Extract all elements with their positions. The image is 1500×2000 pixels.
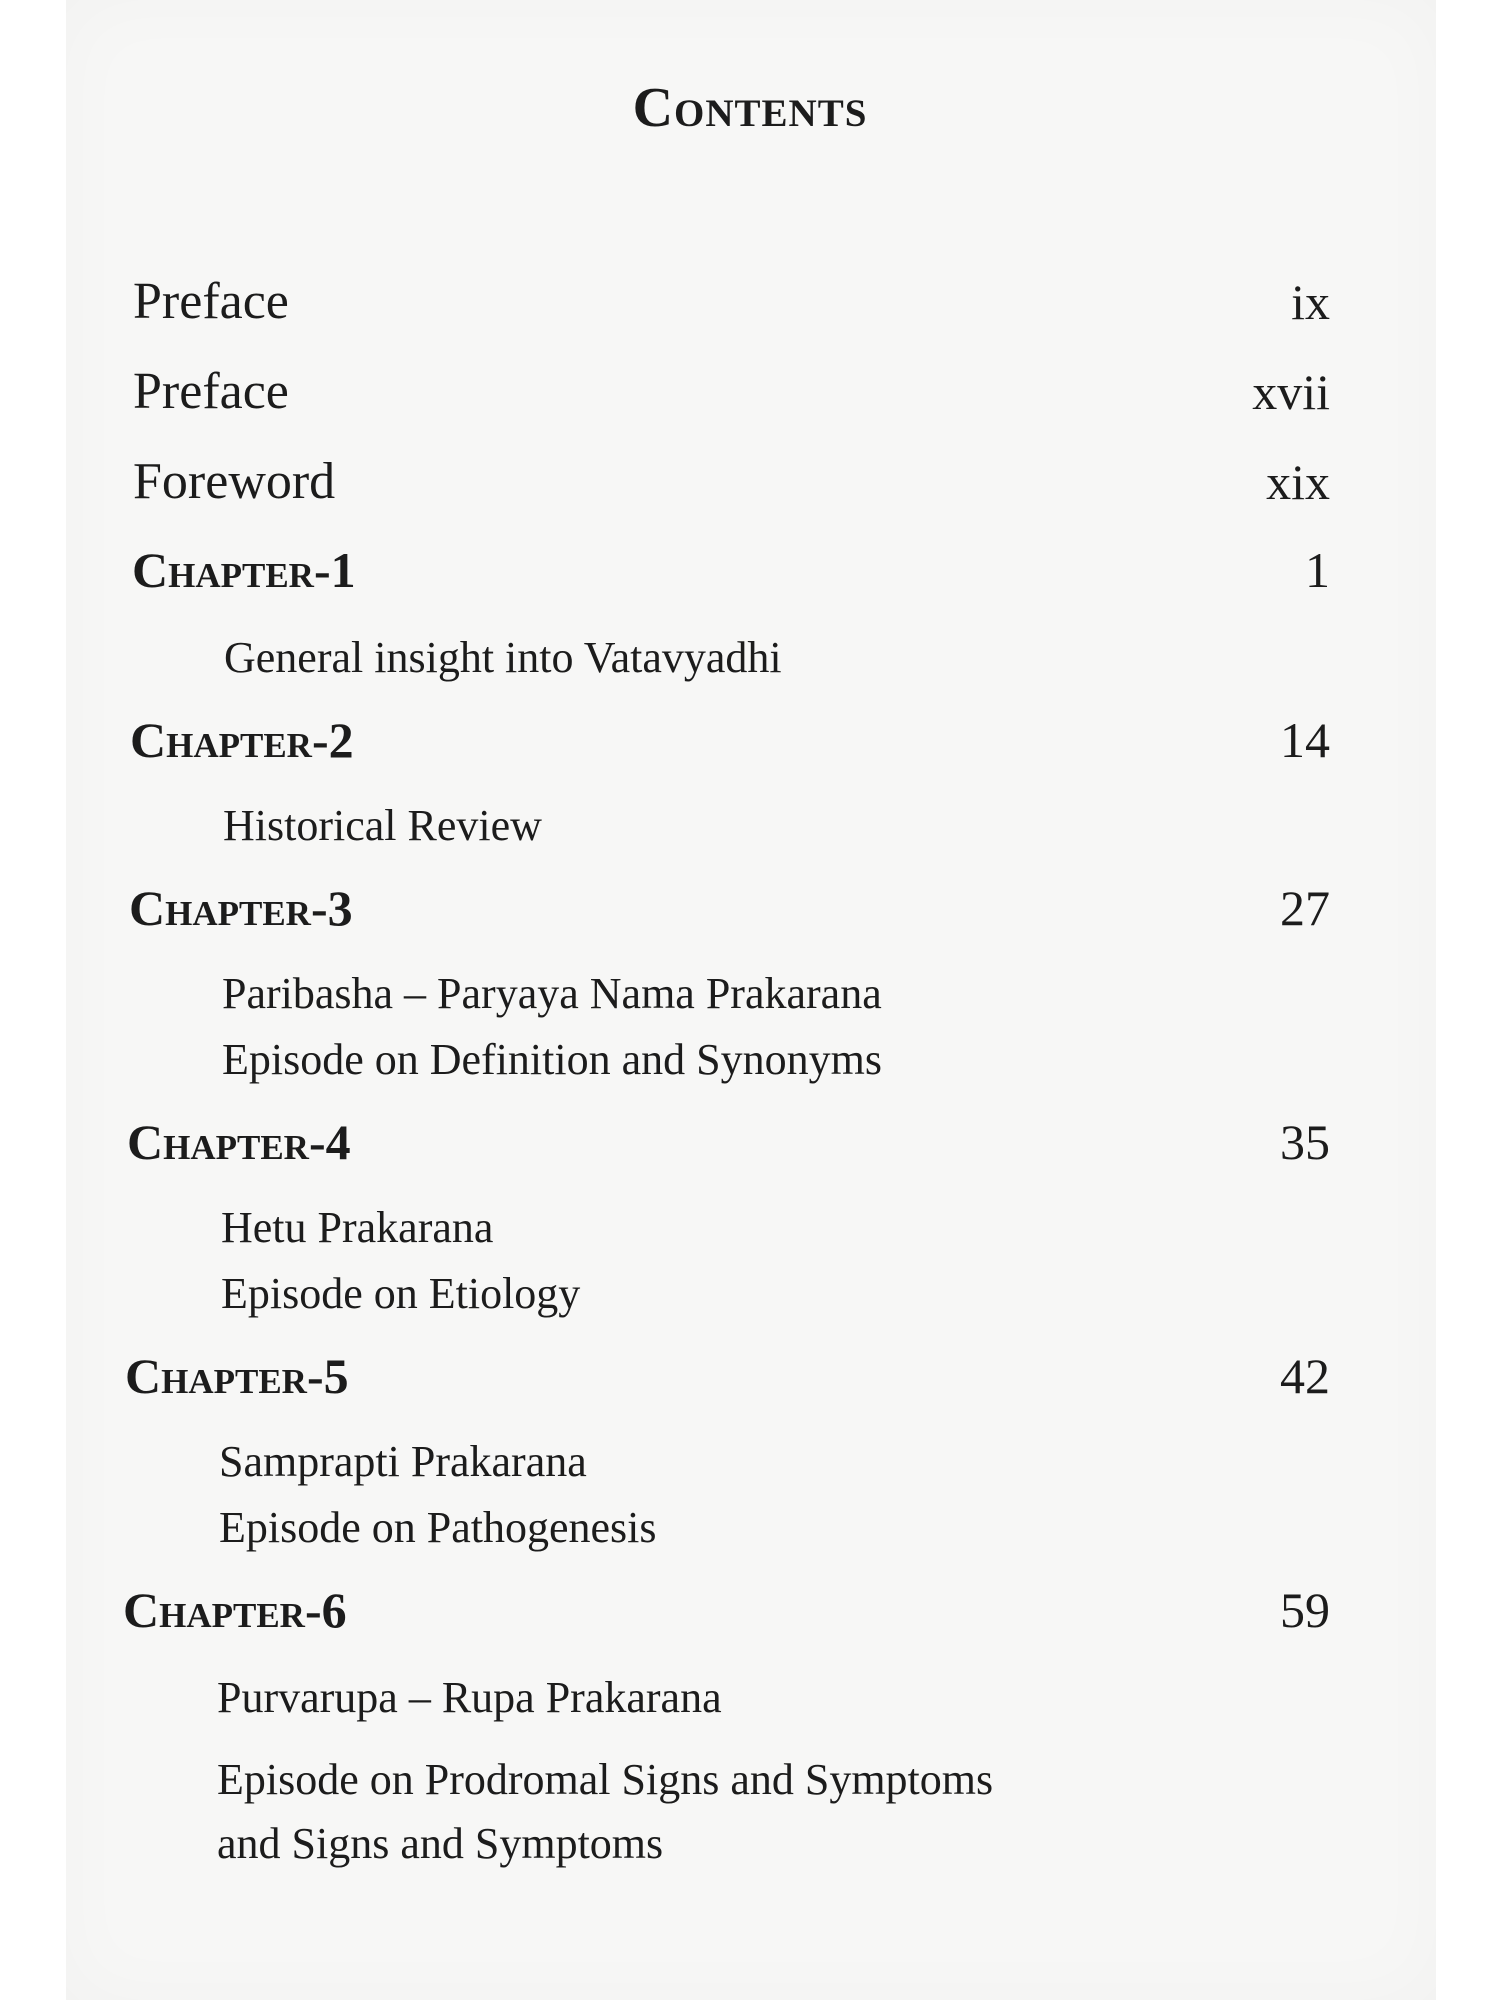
toc-entry-preface-1 [0,272,1500,342]
toc-page-number: 1 [1305,542,1330,598]
chapter-5-subtitle-english: Episode on Pathogenesis [219,1503,657,1552]
page-title: Contents [632,77,868,139]
toc-entry-label: Preface [133,363,289,420]
chapter-6-subtitle-english-cont: and Signs and Symptoms [217,1819,664,1868]
toc-page-number: 59 [1280,1582,1330,1638]
toc-entry-label: Foreword [133,453,336,510]
chapter-label: Chapter-6 [123,1582,347,1638]
toc-chapter-1 [0,540,1500,610]
toc-chapter-6 [0,1580,1500,1650]
toc-entry-foreword [0,452,1500,522]
toc-entry-preface-2 [0,362,1500,432]
chapter-label: Chapter-4 [127,1114,351,1170]
chapter-6-subtitle-english: Episode on Prodromal Signs and Symptoms [217,1755,994,1804]
toc-chapter-5 [0,1346,1500,1416]
toc-page-number: 27 [1280,880,1330,936]
toc-chapter-4 [0,1112,1500,1182]
chapter-5-subtitle: Samprapti Prakarana [219,1437,587,1486]
toc-entry-label: Preface [133,273,289,330]
chapter-2-subtitle: Historical Review [223,801,542,850]
chapter-6-subtitle: Purvarupa – Rupa Prakarana [217,1673,722,1722]
toc-page-number: 14 [1280,712,1330,768]
chapter-label: Chapter-3 [129,880,353,936]
chapter-4-subtitle: Hetu Prakarana [221,1203,494,1252]
toc-chapter-3 [0,878,1500,948]
toc-page-number: xvii [1252,364,1330,420]
toc-chapter-2 [0,710,1500,780]
chapter-label: Chapter-2 [130,712,354,768]
chapter-3-subtitle: Paribasha – Paryaya Nama Prakarana [222,969,882,1018]
chapter-label: Chapter-1 [132,542,356,598]
toc-page-number: xix [1266,454,1330,510]
chapter-4-subtitle-english: Episode on Etiology [221,1269,581,1318]
chapter-1-subtitle: General insight into Vatavyadhi [224,633,782,682]
toc-page-number: 42 [1280,1348,1330,1404]
toc-page-number: ix [1291,274,1330,330]
toc-page-number: 35 [1280,1114,1330,1170]
chapter-label: Chapter-5 [125,1348,349,1404]
chapter-3-subtitle-english: Episode on Definition and Synonyms [222,1035,882,1084]
